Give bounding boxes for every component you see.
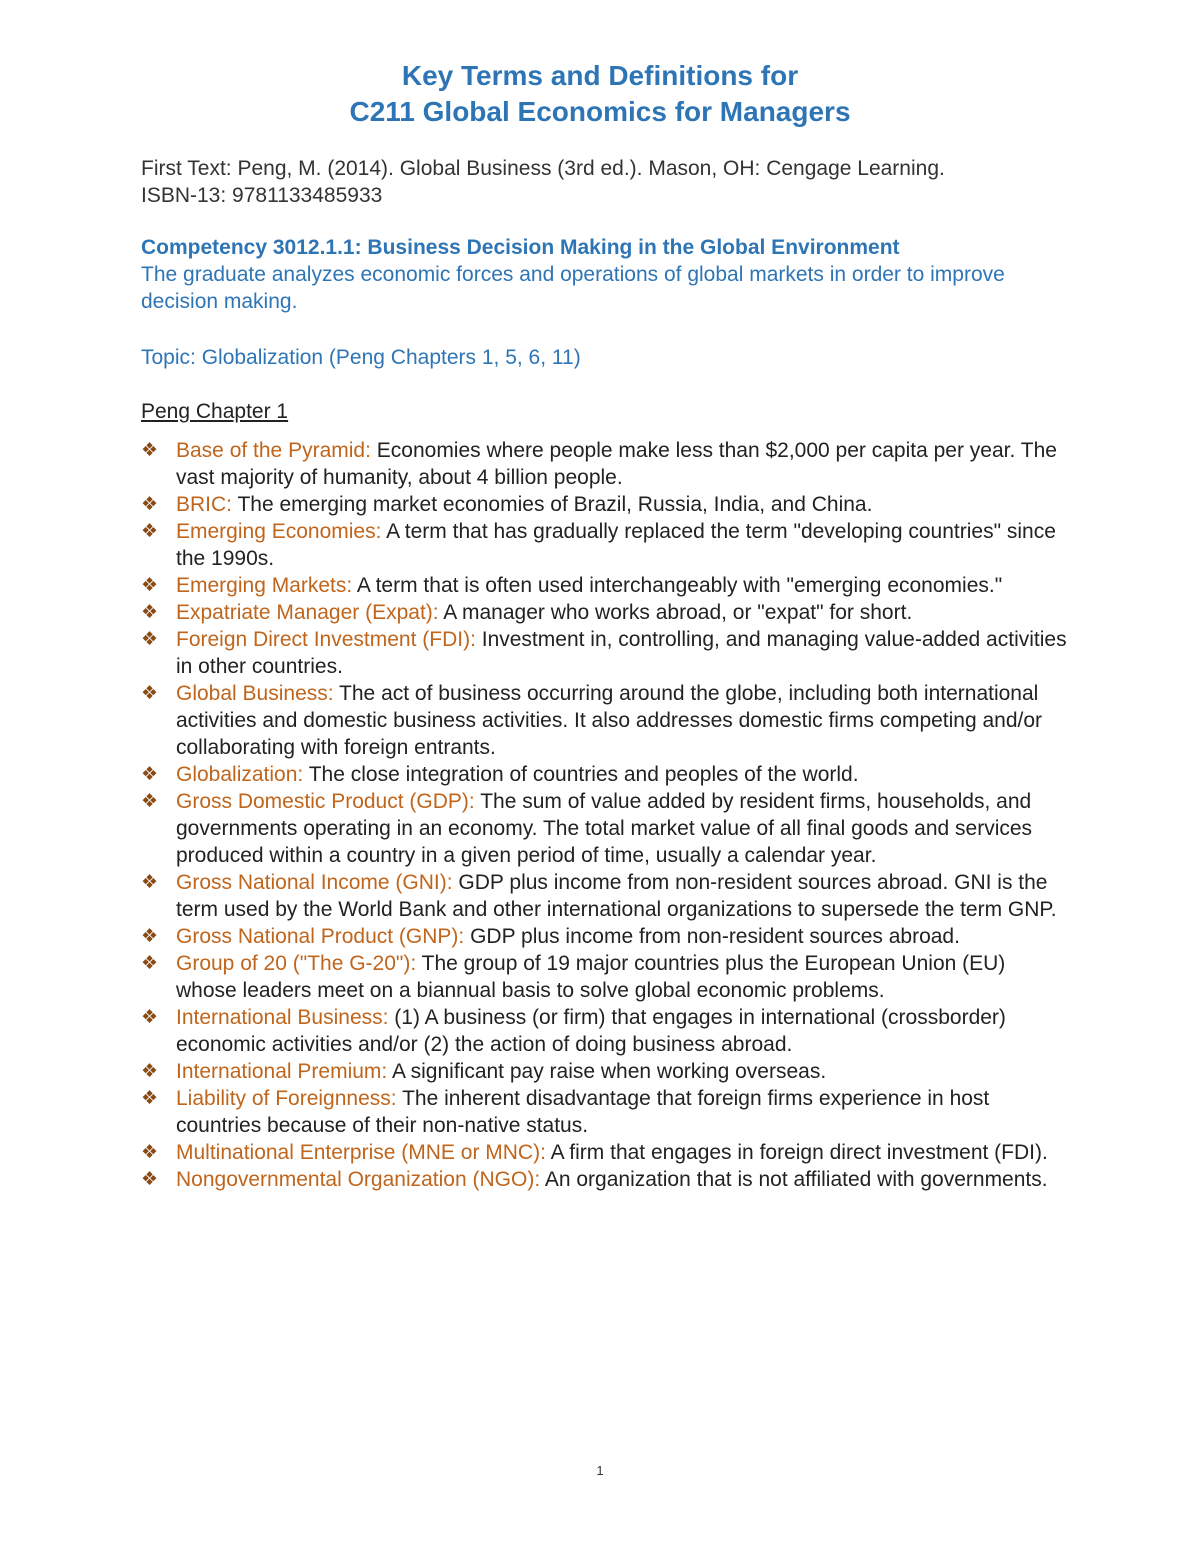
term-name: Liability of Foreignness: [176,1087,397,1110]
document-title [0,58,1200,130]
term-item [141,437,1071,491]
diamond-bullet-icon: ❖ [141,1087,159,1109]
diamond-bullet-icon: ❖ [141,1060,159,1082]
term-name: Group of 20 ("The G-20"): [176,952,417,975]
term-definition: The emerging market economies of Brazil, Russia, India, and China. [232,493,873,516]
term-name: Global Business: [176,682,334,705]
term-name: Expatriate Manager (Expat): [176,601,439,624]
term-name: Emerging Markets: [176,574,353,597]
diamond-bullet-icon: ❖ [141,763,159,785]
term-name: Globalization: [176,763,304,786]
diamond-bullet-icon: ❖ [141,1006,159,1028]
diamond-bullet-icon: ❖ [141,682,159,704]
title-line-2: C211 Global Economics for Managers [349,96,851,127]
page-number: 1 [596,1463,604,1478]
diamond-bullet-icon: ❖ [141,628,159,650]
term-name: Nongovernmental Organization (NGO): [176,1168,541,1191]
term-item [141,1004,1071,1058]
term-name: Gross National Product (GNP): [176,925,465,948]
diamond-bullet-icon: ❖ [141,601,159,623]
term-name: BRIC: [176,493,233,516]
term-definition: GDP plus income from non-resident sources abroad. [464,925,960,948]
term-item [141,788,1071,869]
reference-isbn: ISBN-13: 9781133485933 [141,184,383,207]
term-item [141,1166,1071,1193]
term-name: Multinational Enterprise (MNE or MNC): [176,1141,546,1164]
term-definition: The act of business occurring around the globe, including both international activities and domestic business activities. It also addresses domestic firms competing and/or collaborating with foreign entrants. [176,682,1043,759]
term-item [141,1058,1071,1085]
reference-citation: First Text: Peng, M. (2014). Global Business (3rd ed.). Mason, OH: Cengage Learning. [141,157,945,180]
term-definition: A significant pay raise when working overseas. [387,1060,827,1083]
term-definition: A firm that engages in foreign direct investment (FDI). [545,1141,1048,1164]
diamond-bullet-icon: ❖ [141,493,159,515]
term-definition: A term that has gradually replaced the term "developing countries" since the 1990s. [176,520,1056,570]
diamond-bullet-icon: ❖ [141,520,159,542]
term-name: Gross Domestic Product (GDP): [176,790,475,813]
diamond-bullet-icon: ❖ [141,871,159,893]
diamond-bullet-icon: ❖ [141,790,159,812]
diamond-bullet-icon: ❖ [141,439,159,461]
diamond-bullet-icon: ❖ [141,574,159,596]
term-definition: The inherent disadvantage that foreign firms experience in host countries because of their non-native status. [176,1087,990,1137]
diamond-bullet-icon: ❖ [141,1168,159,1190]
term-item [141,518,1071,572]
textbook-reference [141,155,1071,209]
term-item [141,680,1071,761]
term-item [141,1085,1071,1139]
term-name: Foreign Direct Investment (FDI): [176,628,476,651]
term-definition: (1) A business (or firm) that engages in international (crossborder) economic activities and/or (2) the action of doing business abroad. [176,1006,1006,1056]
term-item [141,572,1071,599]
term-name: Base of the Pyramid: [176,439,371,462]
term-item [141,761,1071,788]
competency-section [141,234,1071,315]
term-definition: GDP plus income from non-resident sources abroad. GNI is the term used by the World Bank and other international organizations to supersede the term GNP. [176,871,1057,921]
diamond-bullet-icon: ❖ [141,952,159,974]
title-line-1: Key Terms and Definitions for [401,60,799,91]
term-definition: The close integration of countries and peoples of the world. [303,763,859,786]
term-name: International Premium: [176,1060,388,1083]
chapter-heading: Peng Chapter 1 [141,400,289,423]
term-item [141,626,1071,680]
term-name: Emerging Economies: [176,520,382,543]
term-item [141,599,1071,626]
term-item [141,869,1071,923]
term-definition: Investment in, controlling, and managing value-added activities in other countries. [176,628,1067,678]
term-name: Gross National Income (GNI): [176,871,453,894]
term-definition: The group of 19 major countries plus the European Union (EU) whose leaders meet on a biannual basis to solve global economic problems. [176,952,1006,1002]
term-item [141,491,1071,518]
competency-heading: Competency 3012.1.1: Business Decision Making in the Global Environment [141,236,900,259]
term-definition: A term that is often used interchangeably with "emerging economies." [352,574,1003,597]
topic-heading: Topic: Globalization (Peng Chapters 1, 5, 6, 11) [141,346,581,369]
competency-description: The graduate analyzes economic forces and operations of global markets in order to improve decision making. [141,263,1005,313]
term-name: International Business: [176,1006,389,1029]
term-definition: An organization that is not affiliated with governments. [540,1168,1048,1191]
diamond-bullet-icon: ❖ [141,925,159,947]
term-item [141,950,1071,1004]
terms-list [141,437,1071,1193]
term-definition: Economies where people make less than $2,000 per capita per year. The vast majority of humanity, about 4 billion people. [176,439,1057,489]
term-item [141,923,1071,950]
term-item [141,1139,1071,1166]
diamond-bullet-icon: ❖ [141,1141,159,1163]
term-definition: A manager who works abroad, or "expat" for short. [438,601,913,624]
term-definition: The sum of value added by resident firms, households, and governments operating in an economy. The total market value of all final goods and services produced within a country in a given period of time, usually a calendar year. [176,790,1033,867]
